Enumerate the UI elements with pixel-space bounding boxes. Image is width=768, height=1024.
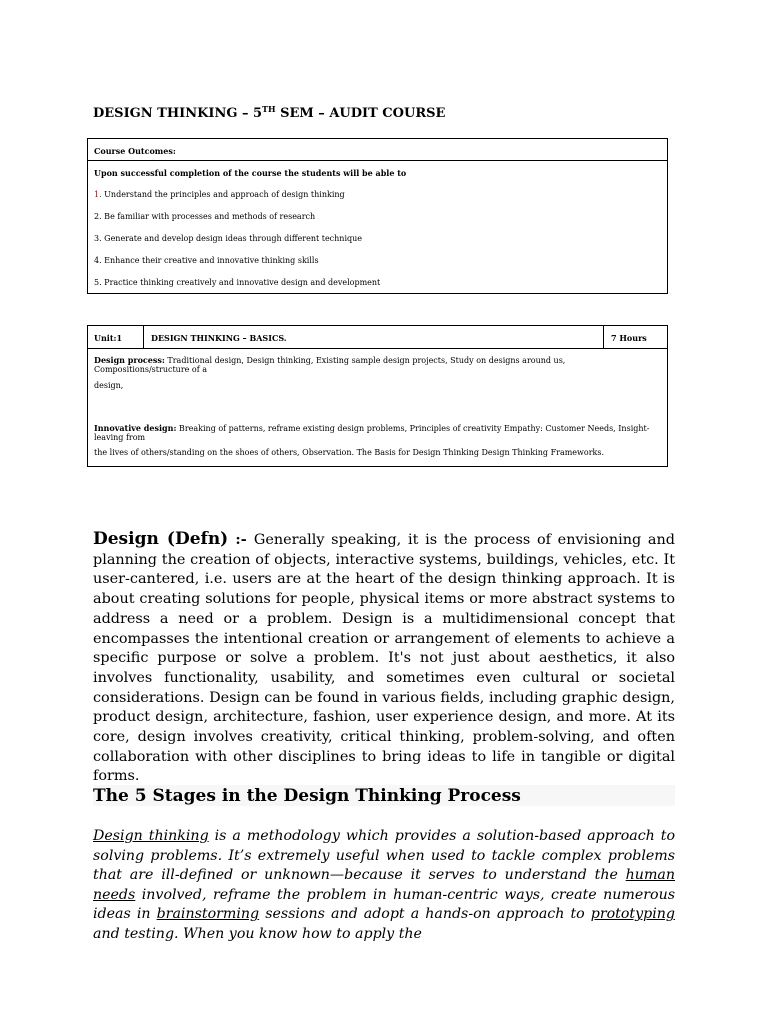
brainstorming-link[interactable]: brainstorming xyxy=(156,906,260,923)
definition-body: Generally speaking, it is the process of envisioning and planning the creation of objects, interactive systems, buildings, vehicles, etc. It user-cantered, i.e. users are at the heart of the design thinking approach. It is about creating solutions for people, physical items or more abstract systems to address a need or a problem. Design is a multidimensional concept that encompasses the intentional creation or arrangement of elements to achieve a specific purpose or solve a problem. It's not just about aesthetics, it also involves functionality, usability, and sometimes even cultural or societal considerations. Design can be found in various fields, including graphic design, product design, architecture, fashion, user experience design, and more. At its core, design involves creativity, critical thinking, problem-solving, and often collaboration with other disciplines to bring ideas to life in tangible or digital forms. xyxy=(93,532,675,785)
design-thinking-link[interactable]: Design thinking xyxy=(93,828,209,844)
unit-title: DESIGN THINKING – BASICS. xyxy=(145,326,604,348)
unit-header-row xyxy=(88,326,667,349)
outcome-item: 2. Be familiar with processes and methods of research xyxy=(94,212,316,221)
document-title: DESIGN THINKING – 5TH SEM – AUDIT COURSE xyxy=(93,104,446,121)
outcome-item: 3. Generate and develop design ideas through different technique xyxy=(94,234,363,243)
course-outcomes-intro: Upon successful completion of the course the students will be able to xyxy=(94,168,407,178)
unit-hours: 7 Hours xyxy=(611,333,647,343)
unit-number: Unit:1 xyxy=(88,326,144,348)
design-process-line-cont: design, xyxy=(94,381,124,390)
outcome-item: 1. Understand the principles and approach of design thinking xyxy=(94,190,345,199)
stages-intro-paragraph: Design thinking is a methodology which provides a solution-based approach to solving problems. It’s extremely useful when used to tackle complex problems that are ill-defined or unknown—because it serves to understand the human needs involved, reframe the problem in human-centric ways, create numerous ideas in brainstorming sessions and adopt a hands-on approach to prototyping and testing. When you know how to apply the xyxy=(93,828,676,942)
human-needs-link[interactable]: human needs xyxy=(93,867,675,903)
innovative-design-line-cont: the lives of others/standing on the shoes of others, Observation. The Basis for Design Thinking Design Thinking Frameworks. xyxy=(94,448,605,457)
outcome-item: 4. Enhance their creative and innovative thinking skills xyxy=(94,256,319,265)
stages-heading: The 5 Stages in the Design Thinking Process xyxy=(93,786,521,806)
outcome-item: 5. Practice thinking creatively and innovative design and development xyxy=(94,278,381,287)
prototyping-link[interactable]: prototyping xyxy=(590,906,675,923)
definition-term: Design (Defn) xyxy=(93,529,229,549)
course-outcomes-header: Course Outcomes: xyxy=(88,139,667,161)
unit-table xyxy=(87,325,668,467)
design-definition-paragraph: Design (Defn) :- Generally speaking, it is the process of envisioning and planning the creation of objects, interactive systems, buildings, vehicles, etc. It user-cantered, i.e. users are at the heart of the design thinking approach. It is about creating solutions for people, physical items or more abstract systems to address a need or a problem. Design is a multidimensional concept that encompasses the intentional creation or arrangement of elements to achieve a specific purpose or solve a problem. It's not just about aesthetics, it also involves functionality, usability, and sometimes even cultural or societal considerations. Design can be found in various fields, including graphic design, product design, architecture, fashion, user experience design, and more. At its core, design involves creativity, critical thinking, problem-solving, and often collaboration with other disciplines to bring ideas to life in tangible or digital forms. xyxy=(93,529,675,785)
design-process-line: Design process: Traditional design, Design thinking, Existing sample design projects, Study on designs around us, Compositions/structure of a xyxy=(94,355,566,374)
course-outcomes-table xyxy=(87,138,668,294)
innovative-design-line: Innovative design: Breaking of patterns, reframe existing design problems, Principles of creativity Empathy: Customer Needs, Insight-leaving from xyxy=(94,423,650,442)
